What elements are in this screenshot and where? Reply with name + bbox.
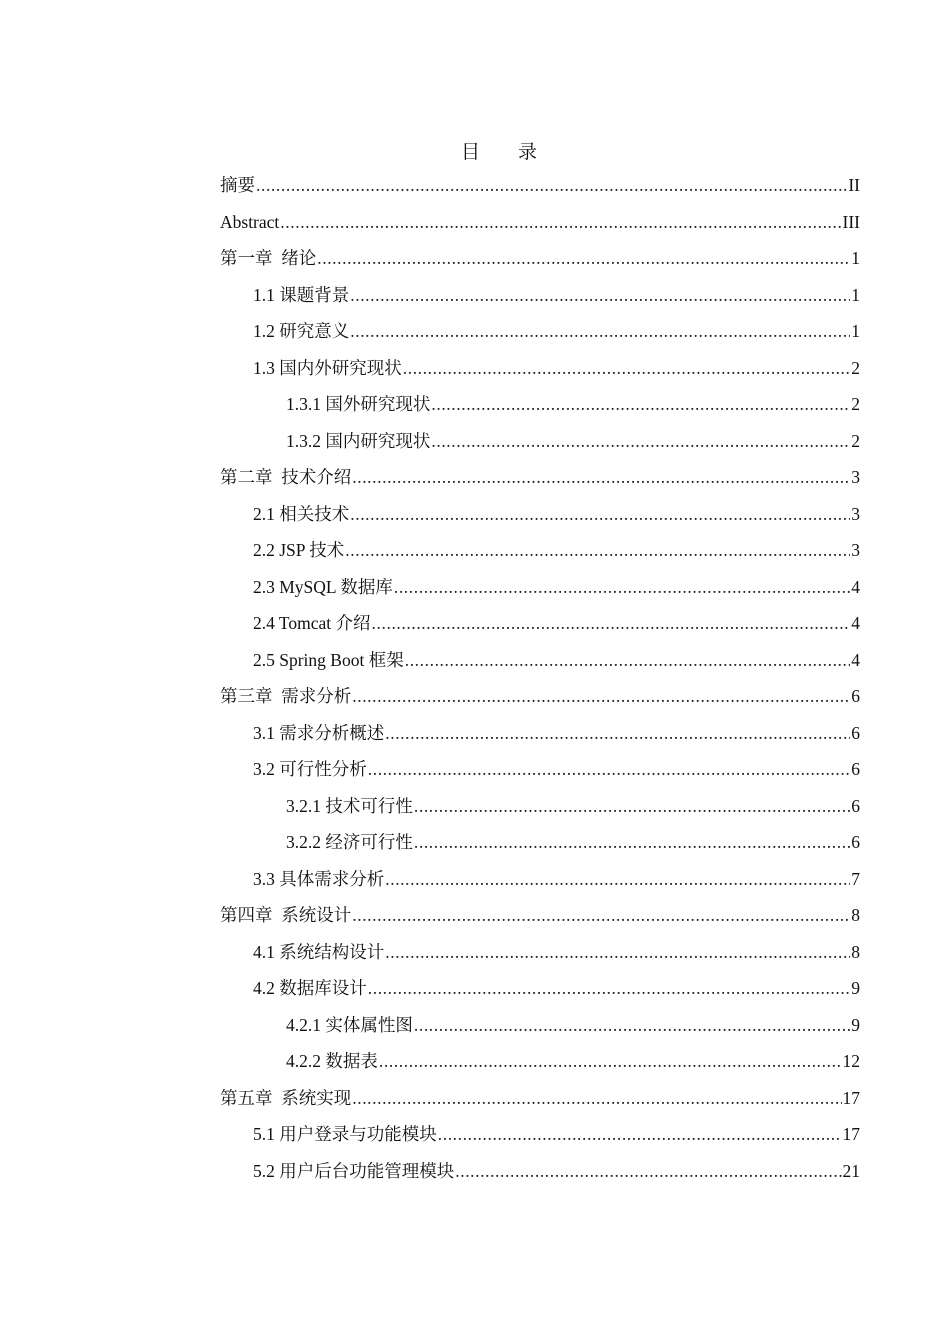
toc-entry-label: 摘要 xyxy=(220,175,255,195)
toc-entry-page-number: 2 xyxy=(851,430,860,451)
toc-entry-page-number: 4 xyxy=(851,613,860,633)
toc-entry-page-number: 3 xyxy=(851,503,860,524)
toc-leader-dots xyxy=(345,532,850,569)
toc-entry-label: 2.4 Tomcat 介绍 xyxy=(253,613,371,633)
toc-leader-dots xyxy=(350,313,850,350)
toc-entry-label: 3.1 需求分析概述 xyxy=(253,722,385,743)
toc-entry[interactable] xyxy=(220,1153,860,1190)
toc-entry-page-number: 3 xyxy=(851,540,860,560)
toc-entry-page-number: 6 xyxy=(851,722,860,743)
toc-leader-dots xyxy=(455,1153,841,1190)
toc-entry[interactable] xyxy=(220,1007,860,1044)
toc-entry[interactable] xyxy=(220,350,860,387)
toc-leader-dots xyxy=(438,1116,842,1153)
toc-entry-page-number: 1 xyxy=(851,248,860,268)
toc-entry-label: 第五章 系统实现 xyxy=(220,1087,352,1108)
toc-entry[interactable] xyxy=(220,532,860,569)
toc-entry[interactable] xyxy=(220,423,860,460)
toc-entry-page-number: 2 xyxy=(851,357,860,378)
toc-entry-label: 3.2 可行性分析 xyxy=(253,759,367,779)
toc-entry-label: 1.2 研究意义 xyxy=(253,321,350,341)
toc-entry-label: 4.2.2 数据表 xyxy=(286,1051,378,1071)
toc-leader-dots xyxy=(280,204,841,241)
toc-entry-page-number: 4 xyxy=(851,576,860,597)
toc-entry-page-number: 17 xyxy=(842,1087,860,1108)
toc-entry[interactable] xyxy=(220,788,860,825)
toc-leader-dots xyxy=(256,167,847,204)
toc-entry-page-number: III xyxy=(842,211,860,232)
toc-entry-page-number: 9 xyxy=(851,978,860,998)
toc-leader-dots xyxy=(350,277,850,314)
toc-entry[interactable] xyxy=(220,1116,860,1153)
toc-entry[interactable] xyxy=(220,1080,860,1117)
toc-leader-dots xyxy=(385,934,850,971)
toc-entry[interactable] xyxy=(220,167,860,204)
toc-entry[interactable] xyxy=(220,1043,860,1080)
toc-entry[interactable] xyxy=(220,569,860,606)
toc-entry-page-number: 8 xyxy=(851,905,860,925)
toc-entry[interactable] xyxy=(220,970,860,1007)
toc-entry[interactable] xyxy=(220,277,860,314)
toc-entry-page-number: 17 xyxy=(842,1124,860,1144)
toc-entry-page-number: II xyxy=(848,175,860,195)
toc-leader-dots xyxy=(368,751,851,788)
toc-leader-dots xyxy=(350,496,850,533)
toc-entry-label: 5.2 用户后台功能管理模块 xyxy=(253,1160,455,1181)
toc-entry[interactable] xyxy=(220,386,860,423)
toc-entry-page-number: 2 xyxy=(851,394,860,414)
toc-entry[interactable] xyxy=(220,861,860,898)
toc-entry-label: 2.1 相关技术 xyxy=(253,503,350,524)
toc-entry-label: 2.3 MySQL 数据库 xyxy=(253,576,393,597)
toc-leader-dots xyxy=(414,788,850,825)
toc-entry-page-number: 1 xyxy=(851,284,860,305)
toc-entry[interactable] xyxy=(220,313,860,350)
toc-entry-page-number: 3 xyxy=(851,467,860,487)
toc-entry[interactable] xyxy=(220,715,860,752)
toc-leader-dots xyxy=(431,386,850,423)
toc-entry-label: 第二章 技术介绍 xyxy=(220,467,352,487)
toc-entry-label: 2.5 Spring Boot 框架 xyxy=(253,649,404,670)
toc-entry-label: 3.3 具体需求分析 xyxy=(253,868,385,889)
toc-leader-dots xyxy=(431,423,850,460)
toc-leader-dots xyxy=(414,824,850,861)
toc-leader-dots xyxy=(317,240,850,277)
toc-entry[interactable] xyxy=(220,459,860,496)
toc-leader-dots xyxy=(394,569,850,606)
toc-entry-label: 1.3 国内外研究现状 xyxy=(253,357,402,378)
toc-entry-page-number: 4 xyxy=(851,649,860,670)
toc-entry-page-number: 21 xyxy=(842,1160,860,1181)
toc-leader-dots xyxy=(368,970,851,1007)
toc-entry-label: 第一章 绪论 xyxy=(220,248,317,268)
toc-entry[interactable] xyxy=(220,678,860,715)
toc-leader-dots xyxy=(385,715,850,752)
toc-leader-dots xyxy=(403,350,851,387)
toc-entry-page-number: 6 xyxy=(851,759,860,779)
toc-entry-page-number: 9 xyxy=(851,1014,860,1035)
toc-entry[interactable] xyxy=(220,824,860,861)
toc-entry-label: 3.2.2 经济可行性 xyxy=(286,832,413,852)
toc-leader-dots xyxy=(372,605,851,642)
toc-entry[interactable] xyxy=(220,605,860,642)
toc-entry-page-number: 1 xyxy=(851,321,860,341)
toc-leader-dots xyxy=(352,459,850,496)
toc-entry-page-number: 12 xyxy=(842,1051,860,1071)
toc-entry-page-number: 8 xyxy=(851,941,860,962)
toc-entry[interactable] xyxy=(220,934,860,971)
toc-entry-label: 1.1 课题背景 xyxy=(253,284,350,305)
toc-leader-dots xyxy=(352,1080,841,1117)
toc-entry-label: 第三章 需求分析 xyxy=(220,686,352,706)
toc-entry-label: 4.1 系统结构设计 xyxy=(253,941,385,962)
toc-entry-page-number: 7 xyxy=(851,868,860,889)
toc-leader-dots xyxy=(414,1007,850,1044)
toc-list xyxy=(220,167,860,1189)
toc-entry[interactable] xyxy=(220,897,860,934)
toc-leader-dots xyxy=(379,1043,842,1080)
toc-leader-dots xyxy=(352,678,850,715)
toc-leader-dots xyxy=(352,897,850,934)
toc-entry-label: 4.2 数据库设计 xyxy=(253,978,367,998)
toc-title: 目 录 xyxy=(460,142,537,163)
toc-entry-page-number: 6 xyxy=(851,795,860,816)
toc-entry-label: 1.3.1 国外研究现状 xyxy=(286,394,431,414)
toc-entry-label: 5.1 用户登录与功能模块 xyxy=(253,1124,437,1144)
toc-entry-label: 2.2 JSP 技术 xyxy=(253,540,345,560)
toc-entry-label: Abstract xyxy=(220,211,280,232)
toc-entry-label: 4.2.1 实体属性图 xyxy=(286,1014,413,1035)
toc-entry[interactable] xyxy=(220,496,860,533)
toc-entry[interactable] xyxy=(220,240,860,277)
toc-entry-label: 1.3.2 国内研究现状 xyxy=(286,430,431,451)
toc-entry-page-number: 6 xyxy=(851,686,860,706)
toc-entry-label: 第四章 系统设计 xyxy=(220,905,352,925)
toc-entry-page-number: 6 xyxy=(851,832,860,852)
toc-leader-dots xyxy=(405,642,851,679)
toc-entry-label: 3.2.1 技术可行性 xyxy=(286,795,413,816)
toc-entry[interactable] xyxy=(220,204,860,241)
toc-entry[interactable] xyxy=(220,751,860,788)
toc-entry[interactable] xyxy=(220,642,860,679)
toc-leader-dots xyxy=(385,861,850,898)
